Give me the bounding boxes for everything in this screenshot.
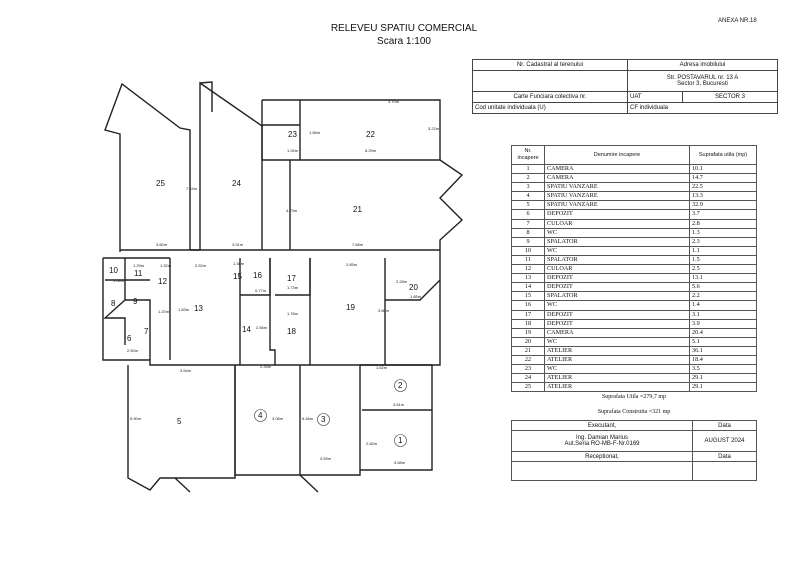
dimension-label: 1.32m <box>160 263 172 268</box>
uat-value: SECTOR 3 <box>683 92 778 103</box>
dimension-label: 2.52m <box>195 263 207 268</box>
table-row <box>512 365 757 374</box>
dimension-label: 5.90m <box>130 416 142 421</box>
room-name: SPATIU VANZARE <box>545 183 690 192</box>
table-row <box>512 310 757 319</box>
room-name: SPATIU VANZARE <box>545 201 690 210</box>
room-number: 25 <box>512 383 545 392</box>
address-label: Adresa imobilului <box>628 60 778 71</box>
room-number: 24 <box>512 374 545 383</box>
dimension-label: 3.61m <box>393 402 405 407</box>
data-label-2: Data <box>693 452 757 462</box>
wall-atelier-24 <box>190 83 262 250</box>
room-area: 13.3 <box>690 192 757 201</box>
room-number: 4 <box>512 192 545 201</box>
room-label: 12 <box>158 277 167 286</box>
room-label: 6 <box>127 334 132 343</box>
room-area: 1.4 <box>690 301 757 310</box>
room-area: 2.8 <box>690 219 757 228</box>
executant-label: Executant, <box>512 421 693 431</box>
room-number: 23 <box>512 365 545 374</box>
room-label: 20 <box>409 283 418 292</box>
dimension-label: 3.70m <box>388 99 400 104</box>
room-number: 14 <box>512 283 545 292</box>
wall-14-18 <box>270 258 275 365</box>
room-number: 18 <box>512 319 545 328</box>
room-name: ATELIER <box>545 355 690 364</box>
table-row <box>512 283 757 292</box>
room-label: 13 <box>194 304 203 313</box>
dimension-label: 6.29m <box>365 148 377 153</box>
receptionat-sign <box>512 462 693 481</box>
room-name: CAMERA <box>545 174 690 183</box>
room-label: 2 <box>398 381 403 390</box>
room-name: WC <box>545 337 690 346</box>
room-name: SPATIU VANZARE <box>545 192 690 201</box>
table-row <box>512 301 757 310</box>
wall-shop-5 <box>128 365 235 490</box>
room-name: CULOAR <box>545 265 690 274</box>
room-area: 2.3 <box>690 237 757 246</box>
table-row <box>512 292 757 301</box>
dimension-label: 3.22m <box>428 126 440 131</box>
table-row <box>512 328 757 337</box>
room-label: 25 <box>156 179 165 188</box>
dimension-label: 1.83m <box>178 307 190 312</box>
room-area: 3.1 <box>690 310 757 319</box>
receptionat-label: Receptionat, <box>512 452 693 462</box>
dimension-label: 1.85m <box>410 294 422 299</box>
room-name: DEPOZIT <box>545 283 690 292</box>
dimension-label: 2.33m <box>260 364 272 369</box>
dimension-label: 3.58m <box>394 460 406 465</box>
room-number: 5 <box>512 201 545 210</box>
built-area: Suprafata Construita =321 mp <box>597 409 671 415</box>
dimension-label: 1.62m <box>376 365 388 370</box>
room-area: 32.9 <box>690 201 757 210</box>
room-area: 3.7 <box>690 210 757 219</box>
room-number: 16 <box>512 301 545 310</box>
room-label: 23 <box>288 130 297 139</box>
address-line2: Sector 3, Bucuresti <box>677 81 728 87</box>
room-number: 10 <box>512 246 545 255</box>
table-row <box>512 274 757 283</box>
room-label: 1 <box>398 436 403 445</box>
room-label: 7 <box>144 327 149 336</box>
cf-individual-label: CF individuala <box>628 103 778 114</box>
room-area: 5.1 <box>690 337 757 346</box>
room-area: 3.5 <box>690 365 757 374</box>
room-area: 10.1 <box>690 165 757 174</box>
room-number: 6 <box>512 210 545 219</box>
room-name: DEPOZIT <box>545 210 690 219</box>
engineer-authorization: Aut.Seria RO-MB-F-Nr.0169 <box>564 441 640 447</box>
room-label: 14 <box>242 325 251 334</box>
date-value: AUGUST 2024 <box>693 431 757 452</box>
cf-collective-label: Carte Funciara colectiva nr. <box>473 92 628 103</box>
area-summary <box>511 390 757 420</box>
room-number: 8 <box>512 228 545 237</box>
room-number: 19 <box>512 328 545 337</box>
room-label: 19 <box>346 303 355 312</box>
table-row <box>512 228 757 237</box>
room-label: 4 <box>258 411 263 420</box>
room-name: ATELIER <box>545 383 690 392</box>
room-name: SPALATOR <box>545 255 690 264</box>
room-name: DEPOZIT <box>545 274 690 283</box>
dimension-label: 2.28m <box>396 279 408 284</box>
room-name: SPALATOR <box>545 292 690 301</box>
room-label: 21 <box>353 205 362 214</box>
room-label: 18 <box>287 327 296 336</box>
room-name: SPALATOR <box>545 237 690 246</box>
table-row <box>512 219 757 228</box>
room-label: 15 <box>233 272 242 281</box>
table-row <box>512 174 757 183</box>
wall-windows-21 <box>440 160 462 250</box>
room-area: 13.1 <box>690 274 757 283</box>
room-label: 3 <box>321 415 326 424</box>
engineer-cell <box>512 431 693 452</box>
room-number: 13 <box>512 274 545 283</box>
property-info-table <box>472 59 778 114</box>
dimension-label: 2.85m <box>346 262 358 267</box>
dimension-label: 5.46m <box>302 416 314 421</box>
wall-middle-outline <box>103 250 440 365</box>
room-area: 18.4 <box>690 355 757 364</box>
room-name: WC <box>545 365 690 374</box>
table-row <box>512 337 757 346</box>
receptionat-date <box>693 462 757 481</box>
room-area: 29.1 <box>690 374 757 383</box>
table-row <box>512 265 757 274</box>
uat-label: UAT <box>628 92 683 103</box>
room-number: 12 <box>512 265 545 274</box>
table-row <box>512 210 757 219</box>
room-label: 17 <box>287 274 296 283</box>
table-row <box>512 374 757 383</box>
room-area: 1.5 <box>690 255 757 264</box>
cadastral-value <box>473 71 628 92</box>
room-number: 22 <box>512 355 545 364</box>
room-number: 1 <box>512 165 545 174</box>
table-row <box>512 246 757 255</box>
room-area: 2.5 <box>690 265 757 274</box>
annex-number: ANEXA NR.18 <box>718 18 757 24</box>
room-name: ATELIER <box>545 346 690 355</box>
address-value <box>628 71 778 92</box>
dimension-label: 1.73m <box>287 285 299 290</box>
dimension-label: 2.56m <box>256 325 268 330</box>
room-name: CAMERA <box>545 328 690 337</box>
col-area-header: Suprafata utila (mp) <box>690 146 757 165</box>
wall-atelier-25 <box>105 84 190 252</box>
table-row <box>512 255 757 264</box>
room-number: 17 <box>512 310 545 319</box>
room-name: WC <box>545 246 690 255</box>
address-line1: Str. POSTAVARUL nr. 13 A <box>666 75 739 81</box>
table-row <box>512 192 757 201</box>
room-area: 20.4 <box>690 328 757 337</box>
room-area: 36.1 <box>690 346 757 355</box>
useful-area: Suprafata Utila =279,7 mp <box>601 394 667 400</box>
door-shop-5 <box>175 478 190 492</box>
room-number: 3 <box>512 183 545 192</box>
room-number: 2 <box>512 174 545 183</box>
dimension-label: 1.06m <box>113 278 125 283</box>
room-label: 22 <box>366 130 375 139</box>
table-row <box>512 165 757 174</box>
table-row <box>512 355 757 364</box>
room-number: 11 <box>512 255 545 264</box>
room-number: 7 <box>512 219 545 228</box>
room-number: 9 <box>512 237 545 246</box>
unit-code-label: Cod unitate individuala (U) <box>473 103 628 114</box>
room-area: 29.1 <box>690 383 757 392</box>
dimension-label: 1.38m <box>233 261 245 266</box>
room-name: DEPOZIT <box>545 319 690 328</box>
col-name-header: Denumire incapere <box>545 146 690 165</box>
dimension-label: 2.82m <box>366 441 378 446</box>
room-name: CAMERA <box>545 165 690 174</box>
title-text: RELEVEU SPATIU COMERCIAL <box>330 23 478 34</box>
table-row <box>512 183 757 192</box>
dimension-label: 3.59m <box>320 456 332 461</box>
table-row <box>512 237 757 246</box>
dimension-label: 1.76m <box>287 311 299 316</box>
room-area: 3.9 <box>690 319 757 328</box>
dimension-label: 1.56m <box>309 130 321 135</box>
scale-text: Scara 1:100 <box>377 36 431 47</box>
room-area: 22.5 <box>690 183 757 192</box>
rooms-table <box>511 145 757 392</box>
dimension-label: 3.54m <box>180 368 192 373</box>
room-label: 8 <box>111 299 116 308</box>
room-number: 20 <box>512 337 545 346</box>
dimension-label: 3.60m <box>156 242 168 247</box>
room-name: DEPOZIT <box>545 310 690 319</box>
table-row <box>512 201 757 210</box>
dimension-label: 3.91m <box>232 242 244 247</box>
data-label: Data <box>693 421 757 431</box>
room-area: 14.7 <box>690 174 757 183</box>
room-area: 2.2 <box>690 292 757 301</box>
room-name: ATELIER <box>545 374 690 383</box>
room-number: 15 <box>512 292 545 301</box>
room-area: 1.3 <box>690 228 757 237</box>
engineer-name: Ing. Damian Marius <box>575 435 629 441</box>
room-name: WC <box>545 301 690 310</box>
room-label: 5 <box>177 417 182 426</box>
dimension-label: 7.68m <box>352 242 364 247</box>
dimension-label: 1.29m <box>133 263 145 268</box>
room-label: 11 <box>134 269 143 278</box>
dimension-label: 2.50m <box>127 348 139 353</box>
dimension-label: 7.44m <box>186 186 198 191</box>
table-row <box>512 319 757 328</box>
dimension-label: 3.08m <box>272 416 284 421</box>
col-nr-header: Nr. incapere <box>512 146 545 165</box>
dimension-label: 1.92m <box>287 148 299 153</box>
cadastral-label: Nr. Cadastral al terenului <box>473 60 628 71</box>
room-label: 10 <box>109 266 118 275</box>
room-label: 24 <box>232 179 241 188</box>
wall-camera-2-1 <box>360 365 432 470</box>
door-shop-3 <box>300 475 318 492</box>
room-area: 5.6 <box>690 283 757 292</box>
room-name: WC <box>545 228 690 237</box>
signature-table <box>511 420 757 481</box>
dimension-label: 0.77m <box>255 288 267 293</box>
room-label: 9 <box>133 297 138 306</box>
wall-shop-4-3 <box>235 365 360 475</box>
room-name: CULOAR <box>545 219 690 228</box>
dimension-label: 3.80m <box>378 308 390 313</box>
dimension-label: 4.73m <box>286 208 298 213</box>
table-row <box>512 346 757 355</box>
dimension-label: 1.20m <box>158 309 170 314</box>
room-label: 16 <box>253 271 262 280</box>
room-number: 21 <box>512 346 545 355</box>
room-area: 1.1 <box>690 246 757 255</box>
rooms-table-body <box>512 165 757 392</box>
